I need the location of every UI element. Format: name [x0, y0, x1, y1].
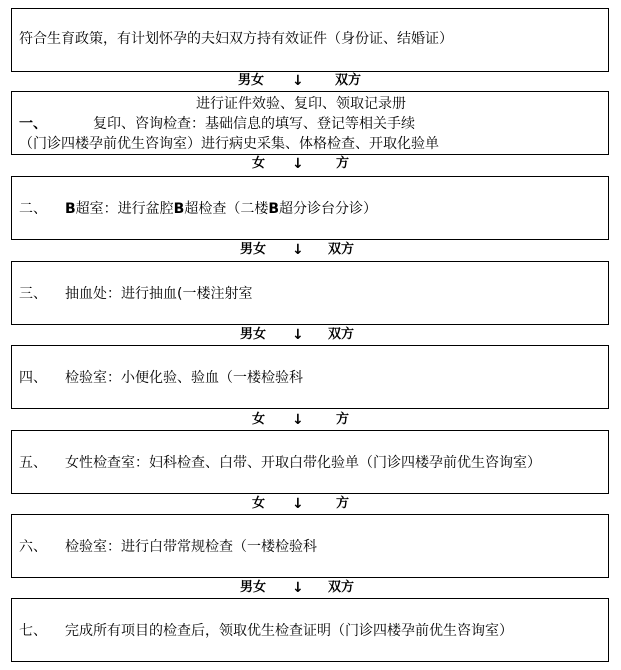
step-2-text-d: 超检查（二楼	[184, 201, 269, 217]
connector-right: 双方	[328, 580, 355, 595]
step-5-box	[11, 430, 609, 494]
step-2-text-f: 超分诊台分诊）	[279, 201, 378, 217]
step-7-number: 七、	[19, 623, 47, 639]
arrow-down-icon: ↓	[292, 580, 304, 596]
connector-left: 男女	[240, 242, 267, 257]
step-6-box	[11, 514, 609, 578]
step-5-number: 五、	[19, 455, 47, 471]
step-2-text	[65, 200, 377, 218]
connector-right: 双方	[328, 242, 355, 257]
intro-text: 符合生育政策，有计划怀孕的夫妇双方持有效证件（身份证、结婚证）	[19, 31, 453, 47]
step-2-text-e: B	[268, 201, 280, 217]
step-3-number: 三、	[19, 286, 47, 302]
step-4-number: 四、	[19, 370, 47, 386]
step-1-line3: （门诊四楼孕前优生咨询室）进行病史采集、体格检查、开取化验单	[19, 136, 439, 152]
connector-right: 双方	[335, 73, 362, 88]
step-6-text: 检验室：进行白带常规检查（一楼检验科	[65, 539, 317, 555]
connector-7	[0, 579, 621, 597]
arrow-down-icon: ↓	[292, 412, 304, 428]
connector-right: 方	[336, 156, 350, 171]
connector-4	[0, 326, 621, 344]
connector-left: 女	[252, 496, 266, 511]
step-7-text: 完成所有项目的检查后，领取优生检查证明（门诊四楼孕前优生咨询室）	[65, 623, 513, 639]
connector-left: 女	[252, 412, 266, 427]
step-2-text-b: 超室：进行盆腔	[75, 201, 174, 217]
step-2-text-a: B	[65, 201, 76, 217]
step-2-number: 二、	[19, 201, 47, 217]
connector-right: 方	[336, 412, 350, 427]
connector-left: 女	[252, 156, 266, 171]
step-7-box	[11, 598, 609, 662]
intro-box	[11, 8, 609, 72]
arrow-down-icon: ↓	[292, 327, 304, 343]
step-3-text: 抽血处：进行抽血(一楼注射室	[65, 286, 253, 302]
step-1-box	[11, 91, 609, 155]
connector-left: 男女	[238, 73, 265, 88]
step-2-text-c: B	[173, 201, 185, 217]
connector-left: 男女	[240, 580, 267, 595]
step-3-box	[11, 261, 609, 325]
step-4-box	[11, 345, 609, 409]
connector-right: 双方	[328, 327, 355, 342]
connector-left: 男女	[240, 327, 267, 342]
connector-2	[0, 155, 621, 173]
step-1-number: 一、	[19, 116, 47, 132]
step-6-number: 六、	[19, 539, 47, 555]
connector-right: 方	[336, 496, 350, 511]
step-5-text: 女性检查室：妇科检查、白带、开取白带化验单（门诊四楼孕前优生咨询室）	[65, 455, 541, 471]
arrow-down-icon: ↓	[292, 496, 304, 512]
step-2-box	[11, 176, 609, 240]
connector-1	[0, 72, 621, 90]
step-4-text: 检验室：小便化验、验血（一楼检验科	[65, 370, 303, 386]
connector-5	[0, 411, 621, 429]
connector-3	[0, 241, 621, 259]
connector-6	[0, 495, 621, 513]
step-1-line2: 复印、咨询检查：基础信息的填写、登记等相关手续	[93, 116, 415, 132]
arrow-down-icon: ↓	[292, 156, 304, 172]
arrow-down-icon: ↓	[292, 73, 304, 89]
step-1-line1: 进行证件效验、复印、领取记录册	[196, 96, 406, 112]
arrow-down-icon: ↓	[292, 242, 304, 258]
